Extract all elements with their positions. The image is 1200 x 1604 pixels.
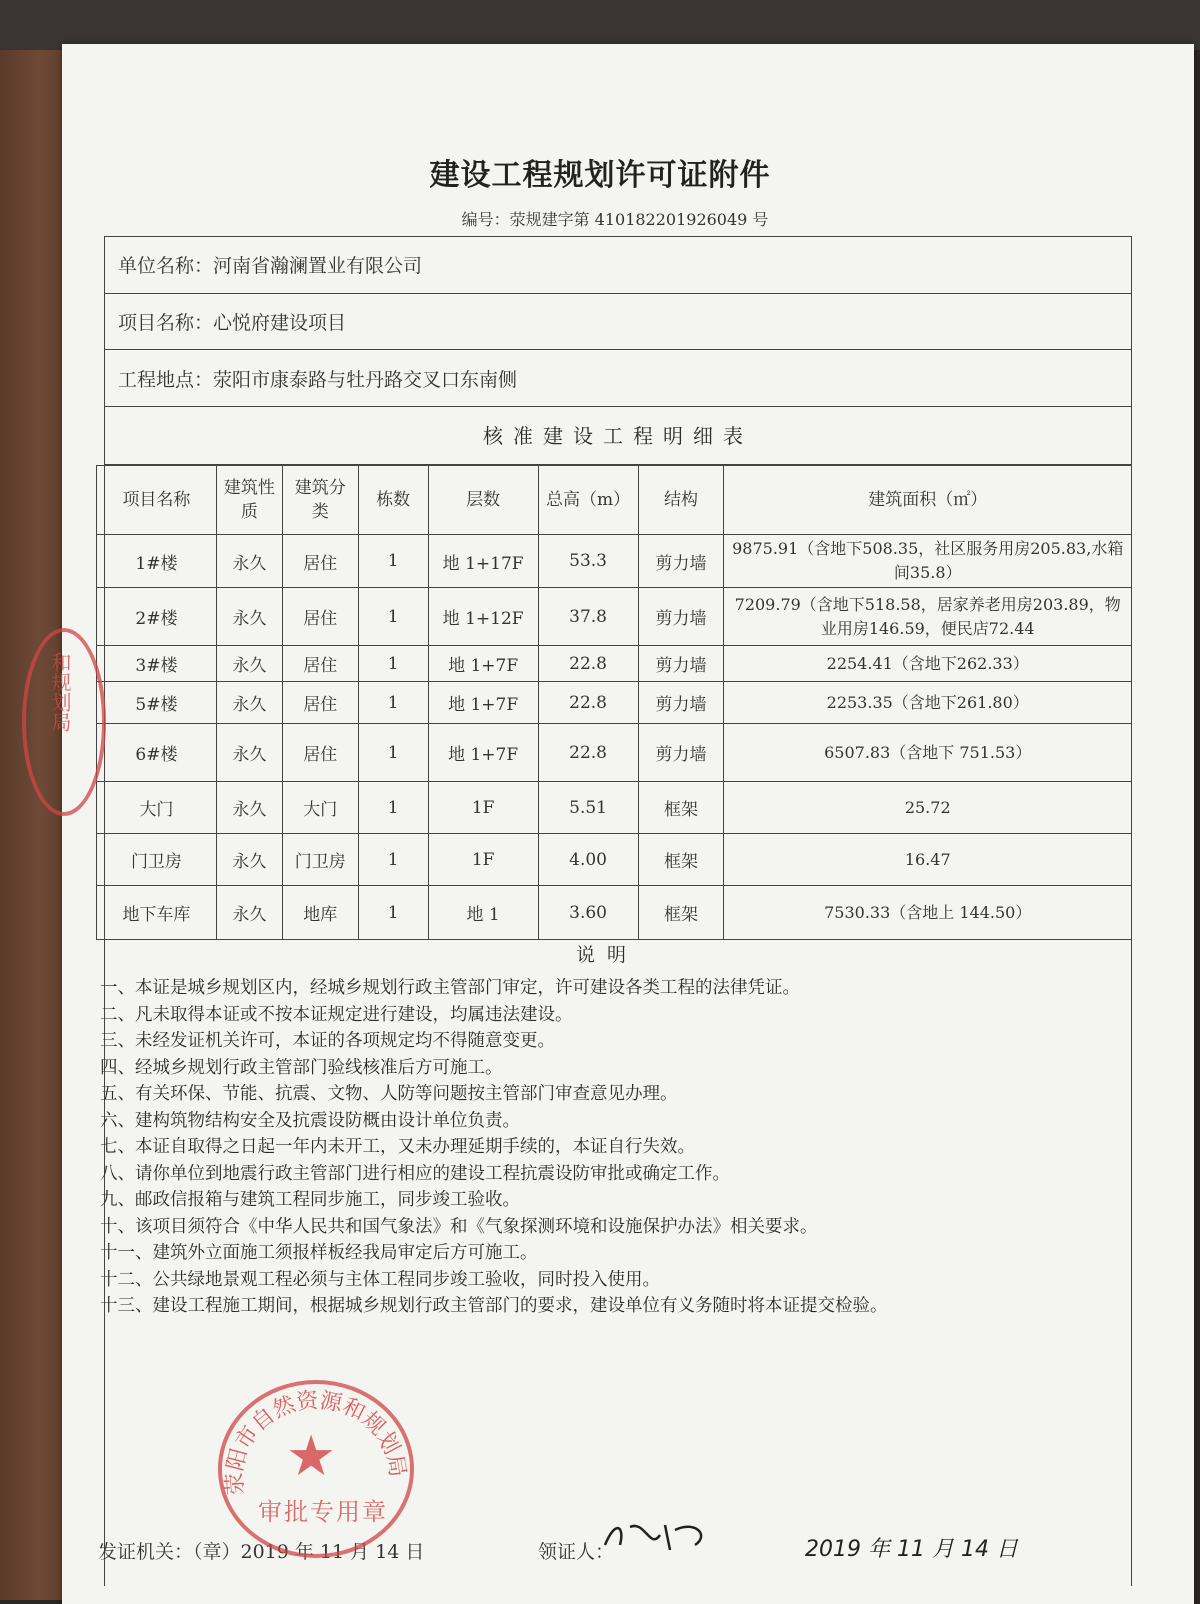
cell-count: 1 [358, 724, 428, 782]
cell-category: 居住 [282, 535, 358, 588]
cell-name: 门卫房 [97, 834, 217, 886]
receiver-label: 领证人： [538, 1541, 615, 1563]
table-row [97, 724, 1132, 782]
header-height: 总高（m） [538, 466, 638, 535]
side-seal [22, 628, 106, 816]
note-item: 二、凡未取得本证或不按本证规定进行建设，均属违法建设。 [100, 1004, 573, 1025]
cell-name: 5#楼 [97, 682, 217, 724]
cell-nature: 永久 [216, 535, 282, 588]
note-item: 十、该项目须符合《中华人民共和国气象法》和《气象探测环境和设施保护办法》相关要求。 [100, 1216, 818, 1237]
cell-nature: 永久 [216, 646, 282, 682]
cell-area: 25.72 [724, 782, 1132, 834]
cell-name: 大门 [97, 782, 217, 834]
cell-structure: 剪力墙 [638, 682, 724, 724]
cell-area: 6507.83（含地下 751.53） [724, 724, 1132, 782]
table-row [97, 834, 1132, 886]
cell-height: 53.3 [538, 535, 638, 588]
cell-floors: 地 1+17F [428, 535, 538, 588]
cell-structure: 剪力墙 [638, 724, 724, 782]
cell-structure: 框架 [638, 834, 724, 886]
header-count: 栋数 [358, 466, 428, 535]
cell-floors: 地 1 [428, 886, 538, 940]
location-value: 荥阳市康泰路与牡丹路交叉口东南侧 [213, 368, 518, 391]
document-title: 建设工程规划许可证附件 [429, 158, 771, 193]
cell-category: 大门 [282, 782, 358, 834]
header-structure: 结构 [638, 466, 724, 535]
handwritten-date: 2019 年 11 月 14 日 [805, 1537, 1018, 1562]
note-item: 八、请你单位到地震行政主管部门进行相应的建设工程抗震设防审批或确定工作。 [100, 1163, 730, 1184]
cell-floors: 地 1+7F [428, 646, 538, 682]
cell-structure: 剪力墙 [638, 588, 724, 646]
cell-category: 居住 [282, 682, 358, 724]
cell-area: 16.47 [724, 834, 1132, 886]
cell-floors: 地 1+7F [428, 724, 538, 782]
location-row [104, 350, 1132, 407]
cell-count: 1 [358, 588, 428, 646]
cell-height: 4.00 [538, 834, 638, 886]
table-row [97, 886, 1132, 940]
receiver-signature [600, 1515, 720, 1555]
cell-floors: 地 1+12F [428, 588, 538, 646]
cell-structure: 剪力墙 [638, 535, 724, 588]
cell-count: 1 [358, 682, 428, 724]
header-nature: 建筑性质 [216, 466, 282, 535]
cell-count: 1 [358, 886, 428, 940]
cell-structure: 框架 [638, 782, 724, 834]
unit-value: 河南省瀚澜置业有限公司 [213, 255, 423, 277]
cell-floors: 1F [428, 834, 538, 886]
side-seal-text: 和规划局 [48, 652, 72, 732]
cell-structure: 框架 [638, 886, 724, 940]
project-value: 心悦府建设项目 [213, 312, 347, 334]
table-header-row [97, 466, 1132, 535]
document-number: 编号：荥规建字第 410182201926049 号 [461, 210, 769, 229]
note-item: 十二、公共绿地景观工程必须与主体工程同步竣工验收，同时投入使用。 [100, 1269, 660, 1290]
table-title: 核准建设工程明细表 [104, 407, 1132, 465]
header-name: 项目名称 [97, 466, 217, 535]
cell-category: 地库 [282, 886, 358, 940]
unit-row [104, 236, 1132, 294]
cell-category: 居住 [282, 724, 358, 782]
header-area: 建筑面积（㎡） [724, 466, 1132, 535]
cell-nature: 永久 [216, 724, 282, 782]
notes-title: 说明 [575, 944, 638, 966]
note-item: 四、经城乡规划行政主管部门验线核准后方可施工。 [100, 1057, 503, 1078]
cell-area: 7209.79（含地下518.58，居家养老用房203.89，物业用房146.59，便民店72.44 [724, 588, 1132, 646]
cell-height: 22.8 [538, 682, 638, 724]
cell-area: 9875.91（含地下508.35，社区服务用房205.83,水箱间35.8） [724, 535, 1132, 588]
cell-height: 22.8 [538, 646, 638, 682]
cell-nature: 永久 [216, 682, 282, 724]
cell-nature: 永久 [216, 834, 282, 886]
background-top [0, 0, 1200, 50]
note-item: 七、本证自取得之日起一年内未开工，又未办理延期手续的，本证自行失效。 [100, 1137, 695, 1157]
cell-height: 22.8 [538, 724, 638, 782]
cell-nature: 永久 [216, 782, 282, 834]
cell-count: 1 [358, 535, 428, 588]
detail-table [96, 465, 1132, 940]
table-body [97, 535, 1132, 940]
header-category: 建筑分类 [282, 466, 358, 535]
cell-name: 2#楼 [97, 588, 217, 646]
header-floors: 层数 [428, 466, 538, 535]
cell-area: 7530.33（含地上 144.50） [724, 886, 1132, 940]
note-item: 五、有关环保、节能、抗震、文物、人防等问题按主管部门审查意见办理。 [100, 1084, 678, 1104]
note-item: 六、建构筑物结构安全及抗震设防概由设计单位负责。 [100, 1110, 520, 1131]
cell-area: 2254.41（含地下262.33） [724, 646, 1132, 682]
cell-count: 1 [358, 834, 428, 886]
cell-category: 门卫房 [282, 834, 358, 886]
cell-height: 5.51 [538, 782, 638, 834]
note-item: 十三、建设工程施工期间，根据城乡规划行政主管部门的要求，建设单位有义务随时将本证提交检验。 [100, 1296, 888, 1316]
cell-nature: 永久 [216, 886, 282, 940]
unit-label: 单位名称： [118, 255, 214, 277]
table-row [97, 682, 1132, 724]
cell-category: 居住 [282, 646, 358, 682]
cell-name: 6#楼 [97, 724, 217, 782]
note-item: 十一、建筑外立面施工须报样板经我局审定后方可施工。 [100, 1243, 538, 1263]
project-label: 项目名称： [118, 312, 214, 334]
seal-bottom-text: 审批专用章 [258, 1498, 388, 1526]
notes-list [100, 975, 1130, 1320]
cell-name: 3#楼 [97, 646, 217, 682]
cell-area: 2253.35（含地下261.80） [724, 682, 1132, 724]
cell-category: 居住 [282, 588, 358, 646]
note-item: 三、未经发证机关许可，本证的各项规定均不得随意变更。 [100, 1031, 555, 1051]
table-row [97, 535, 1132, 588]
cell-floors: 1F [428, 782, 538, 834]
cell-nature: 永久 [216, 588, 282, 646]
issuer-line: 发证机关：（章）2019 年 11 月 14 日 [98, 1541, 425, 1563]
cell-height: 3.60 [538, 886, 638, 940]
approval-seal [218, 1380, 414, 1558]
seal-star-icon: ★ [286, 1424, 337, 1489]
table-row [97, 588, 1132, 646]
cell-floors: 地 1+7F [428, 682, 538, 724]
cell-count: 1 [358, 782, 428, 834]
table-row [97, 646, 1132, 682]
table-row [97, 782, 1132, 834]
note-item: 一、本证是城乡规划区内，经城乡规划行政主管部门审定，许可建设各类工程的法律凭证。 [100, 978, 800, 998]
note-item: 九、邮政信报箱与建筑工程同步施工，同步竣工验收。 [100, 1190, 520, 1210]
location-label: 工程地点： [118, 368, 214, 391]
cell-name: 地下车库 [97, 886, 217, 940]
cell-count: 1 [358, 646, 428, 682]
seal-main-text: 荥阳市自然资源和规划局 [222, 1388, 410, 1496]
project-row [104, 294, 1132, 350]
cell-height: 37.8 [538, 588, 638, 646]
cell-structure: 剪力墙 [638, 646, 724, 682]
cell-name: 1#楼 [97, 535, 217, 588]
